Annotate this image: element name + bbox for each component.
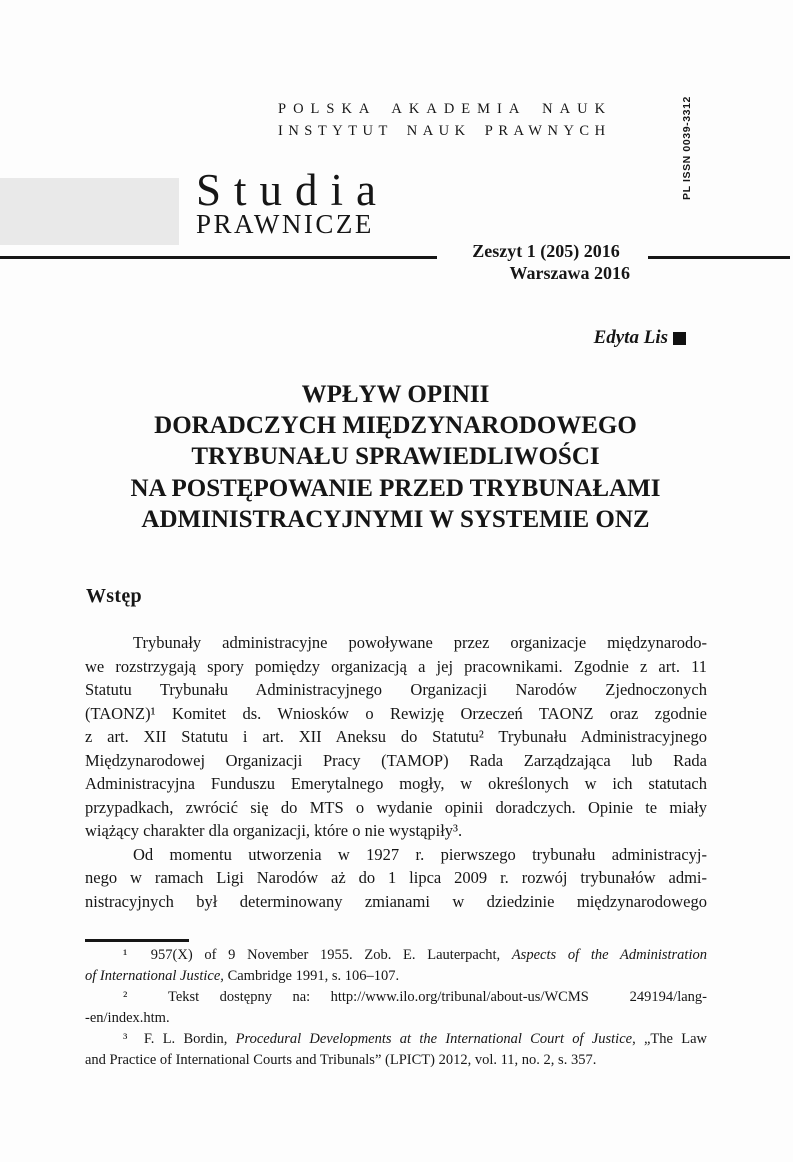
footnote-text-segment: Cambridge 1991, s. 106–107. <box>223 968 400 984</box>
black-square-marker <box>673 332 686 345</box>
footnote-text-segment: -en/index.htm. <box>85 1010 170 1026</box>
journal-wordmark-studia: Studia <box>196 165 390 215</box>
body-text-line: przypadkach, zwrócić się do MTS o wydanie opinii doradczych. Opinie te miały <box>85 797 707 817</box>
footnote-text-segment: ³ F. L. Bordin, <box>123 1031 236 1047</box>
footnote-line <box>85 1008 707 1029</box>
footnote-text-segment: ¹ 957(X) of 9 November 1955. Zob. E. Lauterpacht, <box>123 947 512 963</box>
footnote-line <box>85 1029 707 1050</box>
article-title-line: WPŁYW OPINII <box>301 381 490 408</box>
body-text-line: Statutu Trybunału Administracyjnego Organizacji Narodów Zjednoczonych <box>85 680 707 699</box>
issue-label: Zeszyt 1 (205) 2016 <box>472 241 620 261</box>
body-text <box>85 631 707 913</box>
article-title-line: ADMINISTRACYJNYMI W SYSTEMIE ONZ <box>141 505 650 533</box>
footnotes <box>85 945 707 1071</box>
masthead-rule-right <box>648 256 790 259</box>
footnote-line <box>85 1050 707 1071</box>
article-title-line: TRYBUNAŁU SPRAWIEDLIWOŚCI <box>191 443 600 471</box>
body-text-line: we rozstrzygają spory pomiędzy organizacją a jej pracownikami. Zgodnie z art. 11 <box>85 656 707 676</box>
footnote-italic-segment: of International Justice, <box>85 968 224 984</box>
journal-wordmark-prawnicze: PRAWNICZE <box>196 209 374 239</box>
body-text-line: Międzynarodowej Organizacji Pracy (TAMOP) Rada Zarządzająca lub Rada <box>85 750 707 770</box>
article-title-line: DORADCZYCH MIĘDZYNARODOWEGO <box>154 412 637 440</box>
footnote-separator <box>85 939 189 942</box>
footnote-text-segment: ² Tekst dostępny na: http://www.ilo.org/tribunal/about-us/WCMS 249194/lang- <box>123 989 707 1005</box>
issn-vertical-label: PL ISSN 0039-3312 <box>681 96 693 200</box>
footnote-line <box>85 945 707 966</box>
author-name: Edyta Lis <box>593 327 668 348</box>
footnote-text-segment: and Practice of International Courts and Tribunals” (LPICT) 2012, vol. 11, no. 2, s. 357. <box>85 1052 597 1068</box>
body-text-line: nistracyjnych był determinowany zmianami w dziedzinie międzynarodowego <box>85 891 707 911</box>
publisher-block <box>278 101 612 140</box>
footnote-italic-segment: Procedural Developments at the International Court of Justice <box>235 1031 633 1047</box>
cover-gray-block <box>0 178 179 245</box>
publisher-line-2: INSTYTUT NAUK PRAWNYCH <box>278 123 611 139</box>
body-text-line: wiążący charakter dla organizacji, które o nie wystąpiły³. <box>85 821 463 840</box>
place-year-label: Warszawa 2016 <box>509 263 630 283</box>
author-row <box>594 327 686 349</box>
body-text-line: Administracyjna Funduszu Emerytalnego mogły, w określonych w ich statutach <box>85 774 707 793</box>
footnote-text-segment: , „The Law <box>632 1031 707 1047</box>
body-text-line: Od momentu utworzenia w 1927 r. pierwszego trybunału administracyj- <box>133 844 707 864</box>
masthead-rule-left <box>0 256 437 259</box>
body-text-line: z art. XII Statutu i art. XII Aneksu do Statutu² Trybunału Administracyjnego <box>85 727 707 746</box>
body-text-line: nego w ramach Ligi Narodów aż do 1 lipca 2009 r. rozwój trybunałów admi- <box>85 868 707 887</box>
publisher-line-1: POLSKA AKADEMIA NAUK <box>278 101 613 117</box>
footnote-italic-segment: Aspects of the Administration <box>511 947 707 963</box>
article-title <box>85 379 706 535</box>
body-text-line: Trybunały administracyjne powoływane przez organizacje międzynarodo- <box>133 633 707 652</box>
footnote-line <box>85 966 707 987</box>
body-text-line: (TAONZ)¹ Komitet ds. Wniosków o Rewizję Orzeczeń TAONZ oraz zgodnie <box>85 703 707 723</box>
article-title-line: NA POSTĘPOWANIE PRZED TRYBUNAŁAMI <box>130 474 661 502</box>
section-heading: Wstęp <box>86 585 142 607</box>
footnote-line <box>85 987 707 1008</box>
